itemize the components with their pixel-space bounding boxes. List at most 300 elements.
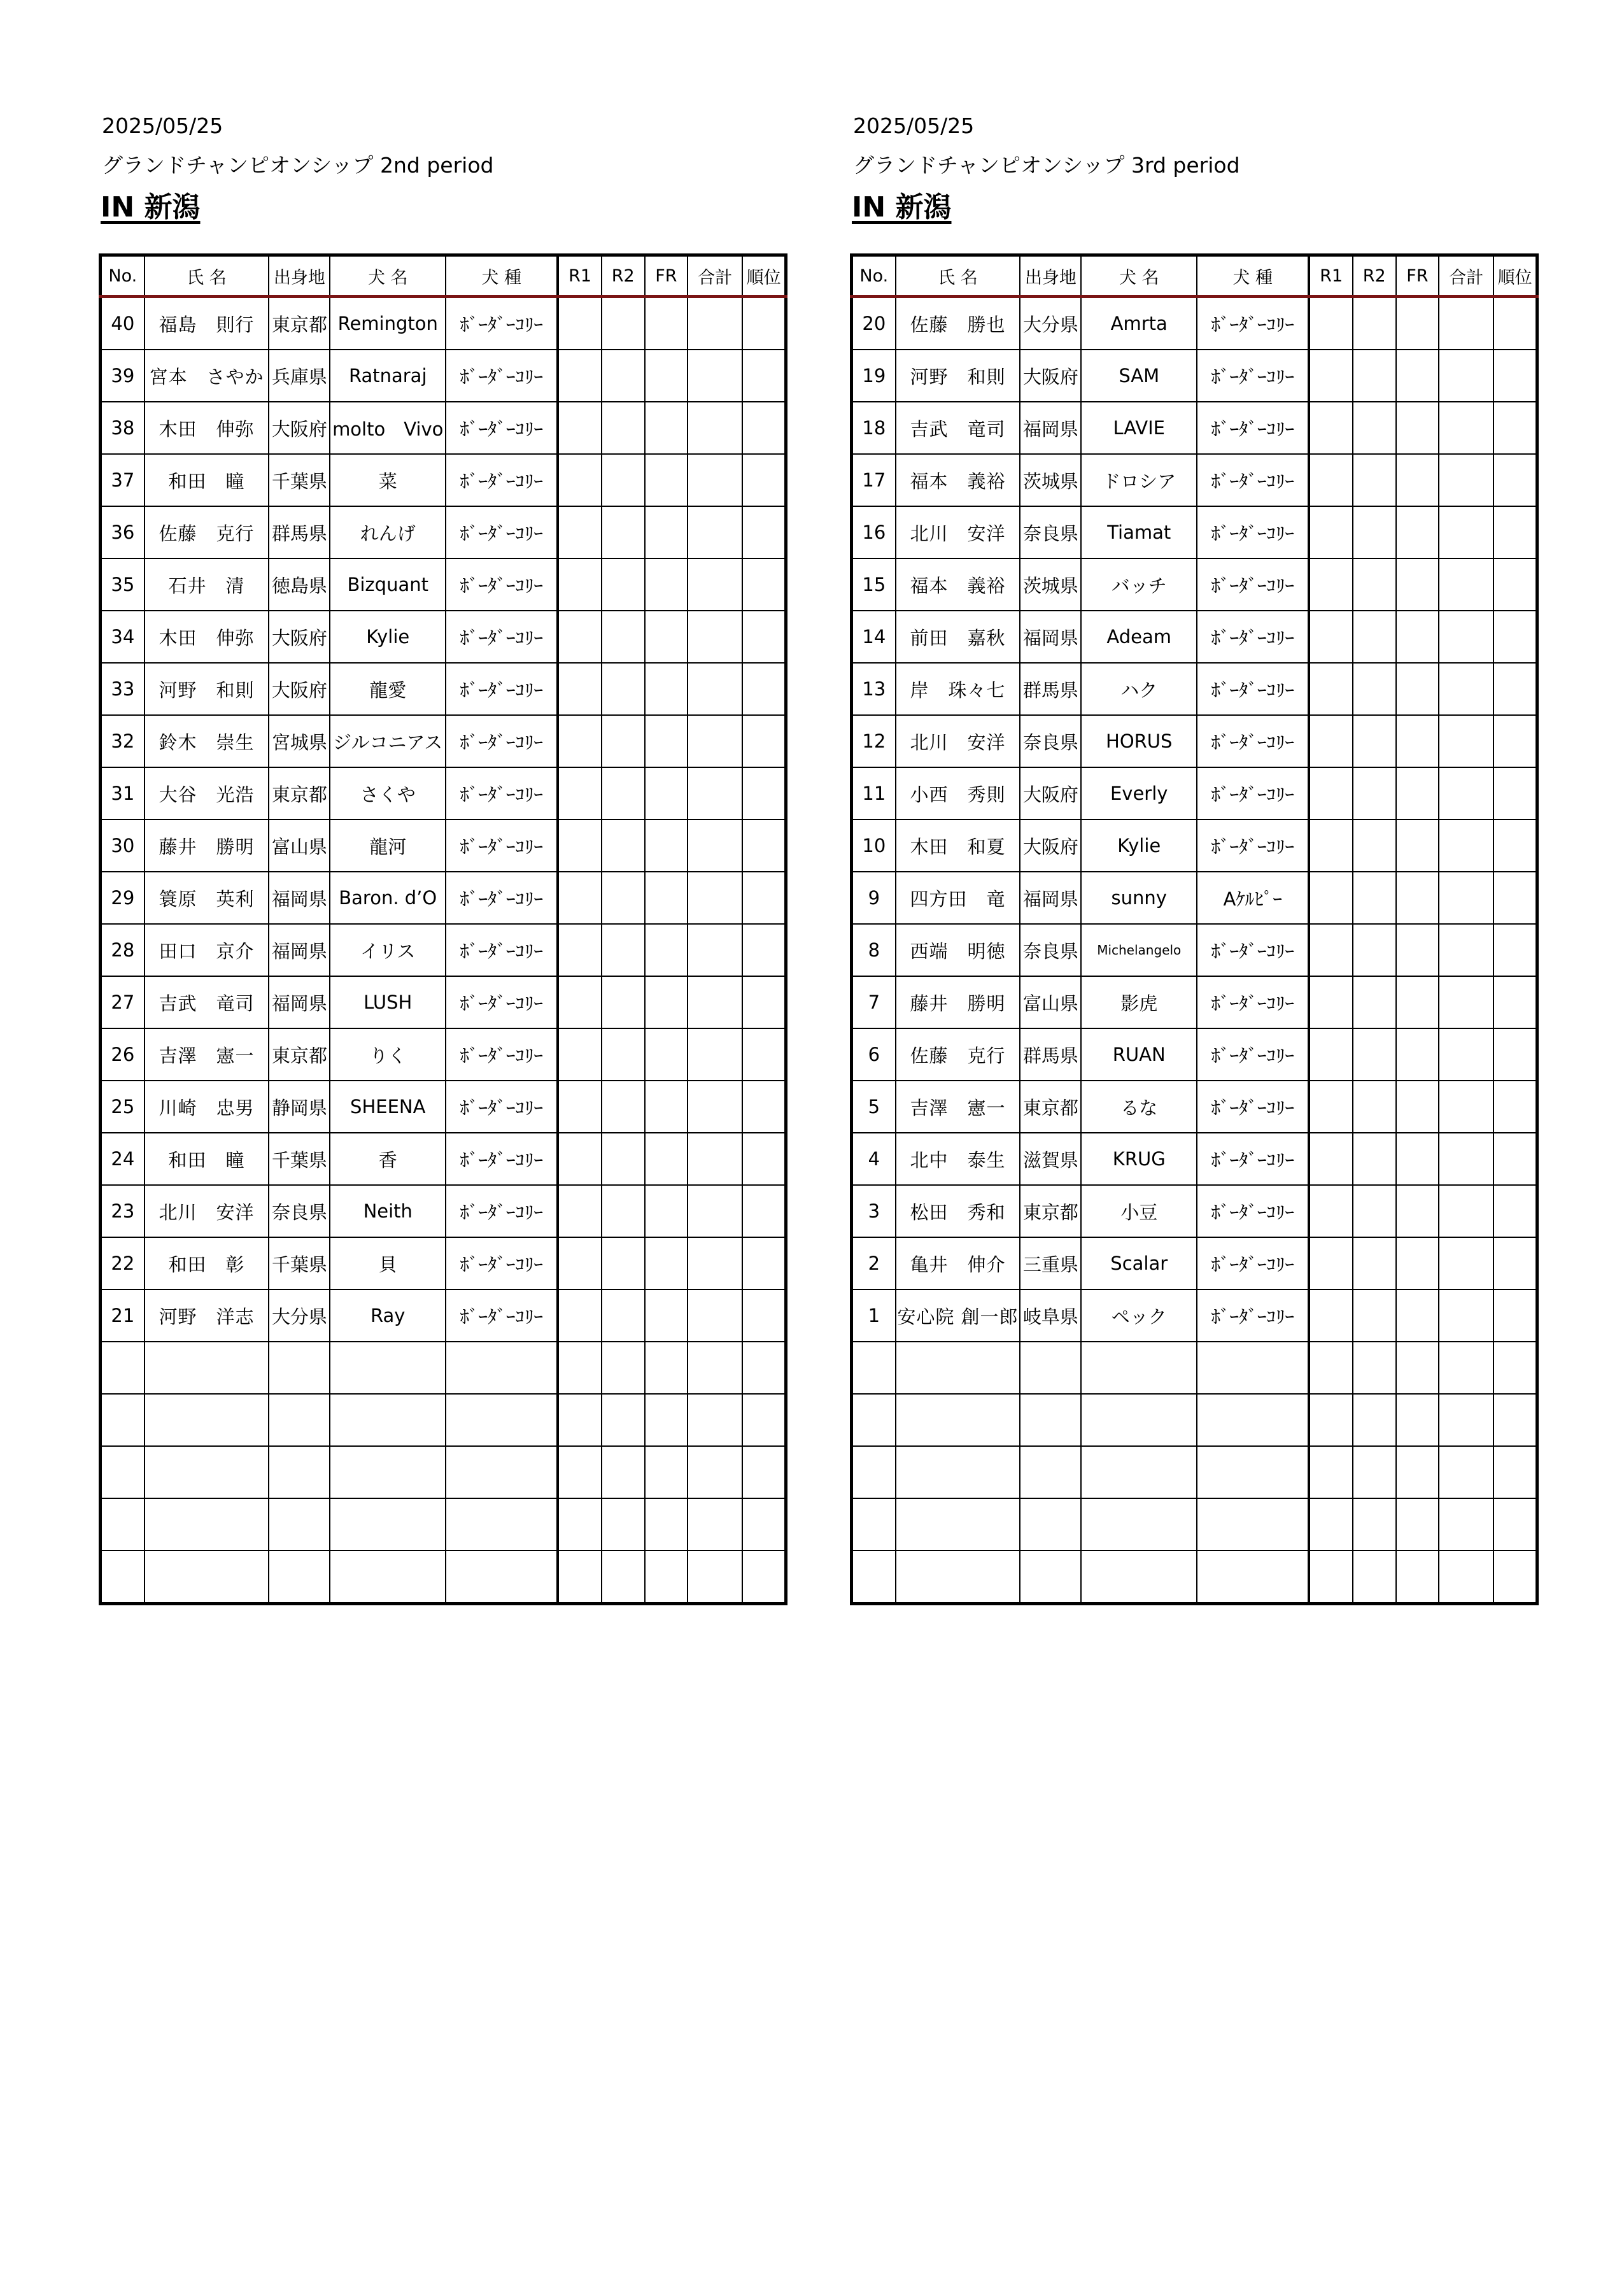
dog-name [1081, 1551, 1197, 1604]
dog-name: Everly [1081, 767, 1197, 820]
rank [742, 1394, 786, 1446]
score-r1 [558, 1185, 601, 1237]
entry-no: 40 [101, 297, 145, 350]
rank [742, 715, 786, 767]
entry-row [852, 1028, 1537, 1081]
handler-name: 北川 安洋 [145, 1185, 269, 1237]
dog-name: ドロシア [1081, 454, 1197, 506]
dog-breed: ﾎﾞｰﾀﾞｰｺﾘｰ [1197, 820, 1309, 872]
dog-breed: ﾎﾞｰﾀﾞｰｺﾘｰ [446, 924, 558, 976]
rank [1493, 454, 1537, 506]
score-r1 [1309, 1551, 1352, 1604]
header-breed: 犬 種 [446, 255, 558, 297]
score-r1 [1309, 872, 1352, 924]
entry-row [101, 924, 786, 976]
blank-row [852, 1498, 1537, 1551]
entry-no: 25 [101, 1081, 145, 1133]
handler-name: 北川 安洋 [896, 506, 1020, 558]
prefecture: 富山県 [1020, 976, 1081, 1028]
score-r2 [1353, 1028, 1396, 1081]
dog-name: molto Vivo [330, 402, 446, 454]
score-r2 [1353, 454, 1396, 506]
score-r1 [1309, 1342, 1352, 1394]
prefecture: 福岡県 [269, 976, 330, 1028]
entry-no: 23 [101, 1185, 145, 1237]
entry-row [101, 715, 786, 767]
score-r2 [602, 820, 645, 872]
score-fr [1396, 1237, 1439, 1289]
entry-row [101, 297, 786, 350]
entry-row [852, 820, 1537, 872]
header-rank: 順位 [742, 255, 786, 297]
score-r2 [602, 924, 645, 976]
entry-row [852, 297, 1537, 350]
handler-name [145, 1342, 269, 1394]
dog-name: HORUS [1081, 715, 1197, 767]
score-r1 [1309, 1133, 1352, 1185]
handler-name [896, 1446, 1020, 1498]
entry-no: 26 [101, 1028, 145, 1081]
entry-no: 12 [852, 715, 896, 767]
entry-no: 7 [852, 976, 896, 1028]
score-r1 [1309, 402, 1352, 454]
entry-row [852, 350, 1537, 402]
prefecture: 兵庫県 [269, 350, 330, 402]
header-no: No. [101, 255, 145, 297]
score-total [688, 1237, 742, 1289]
entry-no: 34 [101, 611, 145, 663]
right-title: グランドチャンピオンシップ 3rd period [853, 153, 1240, 178]
dog-name: 貝 [330, 1237, 446, 1289]
handler-name: 福本 義裕 [896, 558, 1020, 611]
handler-name: 河野 洋志 [145, 1289, 269, 1342]
dog-name: 影虎 [1081, 976, 1197, 1028]
entry-no: 31 [101, 767, 145, 820]
prefecture: 大阪府 [1020, 350, 1081, 402]
entry-no: 19 [852, 350, 896, 402]
entry-no: 6 [852, 1028, 896, 1081]
score-r1 [1309, 820, 1352, 872]
entry-row [852, 1185, 1537, 1237]
score-r2 [602, 611, 645, 663]
handler-name: 宮本 さやか [145, 350, 269, 402]
rank [742, 1237, 786, 1289]
score-total [1439, 1394, 1493, 1446]
dog-breed: ﾎﾞｰﾀﾞｰｺﾘｰ [1197, 1185, 1309, 1237]
score-r2 [602, 715, 645, 767]
score-r2 [602, 976, 645, 1028]
dog-breed: ﾎﾞｰﾀﾞｰｺﾘｰ [446, 350, 558, 402]
handler-name: 亀井 伸介 [896, 1237, 1020, 1289]
score-total [688, 976, 742, 1028]
dog-breed: ﾎﾞｰﾀﾞｰｺﾘｰ [446, 663, 558, 715]
score-fr [1396, 297, 1439, 350]
handler-name [145, 1446, 269, 1498]
dog-breed [1197, 1342, 1309, 1394]
entry-row [852, 1133, 1537, 1185]
dog-name: LUSH [330, 976, 446, 1028]
entry-no: 27 [101, 976, 145, 1028]
score-total [688, 872, 742, 924]
entry-no: 28 [101, 924, 145, 976]
left-title: グランドチャンピオンシップ 2nd period [102, 153, 494, 178]
entry-row [852, 1237, 1537, 1289]
right-date: 2025/05/25 [853, 113, 975, 138]
score-r2 [1353, 767, 1396, 820]
score-fr [645, 1237, 688, 1289]
header-row [101, 255, 786, 297]
left-date: 2025/05/25 [102, 113, 223, 138]
dog-name: Kylie [330, 611, 446, 663]
score-total [688, 1551, 742, 1604]
score-fr [1396, 820, 1439, 872]
blank-row [101, 1551, 786, 1604]
prefecture: 福岡県 [1020, 611, 1081, 663]
entry-row [101, 454, 786, 506]
entry-row [101, 1028, 786, 1081]
score-fr [1396, 558, 1439, 611]
rank [742, 924, 786, 976]
prefecture: 千葉県 [269, 454, 330, 506]
score-r2 [1353, 1081, 1396, 1133]
left-entry-table [99, 253, 787, 1605]
handler-name: 佐藤 勝也 [896, 297, 1020, 350]
entry-no: 4 [852, 1133, 896, 1185]
score-r1 [558, 1446, 601, 1498]
dog-breed [446, 1394, 558, 1446]
header-name: 氏 名 [145, 255, 269, 297]
score-r2 [1353, 1289, 1396, 1342]
header-rank: 順位 [1493, 255, 1537, 297]
dog-name: ジルコニアス [330, 715, 446, 767]
rank [1493, 506, 1537, 558]
rank [1493, 1133, 1537, 1185]
entry-row [852, 715, 1537, 767]
blank-row [852, 1394, 1537, 1446]
entry-row [852, 924, 1537, 976]
prefecture: 大阪府 [1020, 767, 1081, 820]
score-r1 [558, 1133, 601, 1185]
dog-breed: ﾎﾞｰﾀﾞｰｺﾘｰ [1197, 663, 1309, 715]
score-total [688, 1028, 742, 1081]
score-r2 [1353, 1551, 1396, 1604]
dog-name: Adeam [1081, 611, 1197, 663]
entry-row [852, 663, 1537, 715]
blank-row [101, 1498, 786, 1551]
score-r1 [558, 872, 601, 924]
handler-name: 藤井 勝明 [896, 976, 1020, 1028]
rank [1493, 1394, 1537, 1446]
blank-row [101, 1342, 786, 1394]
handler-name: 鈴木 崇生 [145, 715, 269, 767]
score-total [1439, 1081, 1493, 1133]
score-fr [1396, 715, 1439, 767]
dog-breed: ﾎﾞｰﾀﾞｰｺﾘｰ [446, 1185, 558, 1237]
score-r2 [602, 1342, 645, 1394]
score-r1 [1309, 1498, 1352, 1551]
score-r1 [558, 1289, 601, 1342]
dog-breed: ﾎﾞｰﾀﾞｰｺﾘｰ [1197, 297, 1309, 350]
score-total [688, 1081, 742, 1133]
entry-no: 37 [101, 454, 145, 506]
score-fr [645, 1551, 688, 1604]
rank [1493, 1185, 1537, 1237]
entry-no: 38 [101, 402, 145, 454]
score-r1 [1309, 663, 1352, 715]
dog-breed: ﾎﾞｰﾀﾞｰｺﾘｰ [1197, 506, 1309, 558]
dog-name: さくや [330, 767, 446, 820]
dog-name [1081, 1394, 1197, 1446]
dog-breed: ﾎﾞｰﾀﾞｰｺﾘｰ [446, 1133, 558, 1185]
score-r2 [1353, 1133, 1396, 1185]
dog-breed: ﾎﾞｰﾀﾞｰｺﾘｰ [1197, 350, 1309, 402]
blank-row [852, 1551, 1537, 1604]
score-total [1439, 1028, 1493, 1081]
entry-row [101, 1185, 786, 1237]
handler-name: 北川 安洋 [896, 715, 1020, 767]
score-fr [1396, 872, 1439, 924]
entry-row [852, 402, 1537, 454]
score-r2 [602, 1289, 645, 1342]
dog-breed: ﾎﾞｰﾀﾞｰｺﾘｰ [446, 976, 558, 1028]
score-total [688, 715, 742, 767]
rank [1493, 1237, 1537, 1289]
score-total [688, 558, 742, 611]
rank [1493, 1342, 1537, 1394]
dog-name: 小豆 [1081, 1185, 1197, 1237]
entry-row [852, 506, 1537, 558]
score-fr [645, 976, 688, 1028]
dog-name: Neith [330, 1185, 446, 1237]
score-r1 [1309, 558, 1352, 611]
score-total [1439, 1342, 1493, 1394]
score-fr [645, 1342, 688, 1394]
score-fr [645, 1028, 688, 1081]
score-fr [645, 1498, 688, 1551]
rank [1493, 1081, 1537, 1133]
entry-no: 24 [101, 1133, 145, 1185]
score-total [1439, 1133, 1493, 1185]
score-total [1439, 1185, 1493, 1237]
score-r1 [1309, 611, 1352, 663]
entry-no [852, 1498, 896, 1551]
handler-name: 和田 瞳 [145, 454, 269, 506]
handler-name: 和田 彰 [145, 1237, 269, 1289]
rank [742, 506, 786, 558]
entry-row [101, 506, 786, 558]
score-r1 [558, 611, 601, 663]
score-r2 [602, 1028, 645, 1081]
score-fr [1396, 1133, 1439, 1185]
handler-name [145, 1498, 269, 1551]
score-total [688, 1446, 742, 1498]
dog-name [1081, 1446, 1197, 1498]
prefecture [269, 1498, 330, 1551]
prefecture: 千葉県 [269, 1133, 330, 1185]
entry-row [852, 558, 1537, 611]
blank-row [852, 1446, 1537, 1498]
dog-breed [446, 1342, 558, 1394]
score-r2 [602, 1551, 645, 1604]
score-fr [645, 297, 688, 350]
score-r1 [558, 506, 601, 558]
score-fr [645, 558, 688, 611]
score-r1 [1309, 1185, 1352, 1237]
entry-row [852, 1289, 1537, 1342]
prefecture: 滋賀県 [1020, 1133, 1081, 1185]
score-r2 [602, 402, 645, 454]
prefecture [1020, 1551, 1081, 1604]
score-r2 [602, 1081, 645, 1133]
dog-breed: ﾎﾞｰﾀﾞｰｺﾘｰ [446, 402, 558, 454]
score-fr [645, 1133, 688, 1185]
score-total [688, 611, 742, 663]
rank [742, 1028, 786, 1081]
rank [1493, 872, 1537, 924]
rank [742, 1446, 786, 1498]
entry-no: 15 [852, 558, 896, 611]
header-breed: 犬 種 [1197, 255, 1309, 297]
score-fr [1396, 767, 1439, 820]
dog-name: 菜 [330, 454, 446, 506]
score-fr [645, 767, 688, 820]
entry-no: 2 [852, 1237, 896, 1289]
score-total [1439, 454, 1493, 506]
score-total [688, 402, 742, 454]
prefecture: 大分県 [269, 1289, 330, 1342]
header-total: 合計 [1439, 255, 1493, 297]
prefecture [1020, 1394, 1081, 1446]
rank [1493, 663, 1537, 715]
header-pref: 出身地 [1020, 255, 1081, 297]
entry-no: 16 [852, 506, 896, 558]
dog-breed: ﾎﾞｰﾀﾞｰｺﾘｰ [1197, 1081, 1309, 1133]
score-r1 [558, 820, 601, 872]
rank [1493, 1289, 1537, 1342]
score-r1 [558, 1551, 601, 1604]
dog-name: Bizquant [330, 558, 446, 611]
score-r2 [602, 297, 645, 350]
score-r1 [558, 1498, 601, 1551]
header-pref: 出身地 [269, 255, 330, 297]
score-r1 [558, 976, 601, 1028]
entry-no: 22 [101, 1237, 145, 1289]
prefecture: 群馬県 [1020, 1028, 1081, 1081]
score-r1 [558, 454, 601, 506]
score-total [1439, 506, 1493, 558]
score-total [1439, 611, 1493, 663]
score-r2 [1353, 402, 1396, 454]
score-r2 [602, 1237, 645, 1289]
prefecture: 奈良県 [1020, 715, 1081, 767]
score-total [688, 1289, 742, 1342]
prefecture [1020, 1342, 1081, 1394]
score-r1 [558, 1028, 601, 1081]
score-r1 [1309, 1446, 1352, 1498]
score-r2 [602, 1446, 645, 1498]
prefecture: 茨城県 [1020, 454, 1081, 506]
rank [1493, 558, 1537, 611]
dog-breed: ﾎﾞｰﾀﾞｰｺﾘｰ [446, 872, 558, 924]
score-total [688, 1185, 742, 1237]
entry-row [852, 767, 1537, 820]
prefecture: 大阪府 [269, 663, 330, 715]
dog-name: Michelangelo [1081, 924, 1197, 976]
rank [1493, 611, 1537, 663]
score-fr [645, 611, 688, 663]
score-r1 [558, 924, 601, 976]
entry-no: 36 [101, 506, 145, 558]
entry-no [101, 1551, 145, 1604]
prefecture: 福岡県 [269, 872, 330, 924]
dog-breed [446, 1446, 558, 1498]
entry-row [101, 1289, 786, 1342]
prefecture: 大阪府 [269, 611, 330, 663]
score-fr [645, 924, 688, 976]
dog-name: SAM [1081, 350, 1197, 402]
rank [742, 872, 786, 924]
score-r2 [1353, 1342, 1396, 1394]
entry-no: 8 [852, 924, 896, 976]
score-r2 [1353, 1446, 1396, 1498]
entry-row [852, 611, 1537, 663]
rank [742, 767, 786, 820]
entry-row [101, 663, 786, 715]
entry-no: 14 [852, 611, 896, 663]
dog-breed: ﾎﾞｰﾀﾞｰｺﾘｰ [446, 1028, 558, 1081]
prefecture: 三重県 [1020, 1237, 1081, 1289]
dog-name: SHEENA [330, 1081, 446, 1133]
score-fr [1396, 1289, 1439, 1342]
header-row [852, 255, 1537, 297]
dog-breed: ﾎﾞｰﾀﾞｰｺﾘｰ [446, 454, 558, 506]
handler-name [145, 1551, 269, 1604]
score-total [688, 1498, 742, 1551]
header-r1: R1 [558, 255, 601, 297]
score-total [688, 1342, 742, 1394]
dog-name [330, 1446, 446, 1498]
handler-name: 石井 清 [145, 558, 269, 611]
score-total [688, 663, 742, 715]
score-r1 [558, 1394, 601, 1446]
entry-row [101, 1133, 786, 1185]
score-fr [645, 1185, 688, 1237]
left-venue: IN 新潟 [101, 191, 201, 224]
score-fr [645, 820, 688, 872]
dog-name [330, 1342, 446, 1394]
prefecture [269, 1551, 330, 1604]
prefecture [269, 1342, 330, 1394]
entry-no [101, 1498, 145, 1551]
entry-row [101, 350, 786, 402]
header-r2: R2 [1353, 255, 1396, 297]
dog-name: RUAN [1081, 1028, 1197, 1081]
dog-name: Ray [330, 1289, 446, 1342]
dog-name [330, 1498, 446, 1551]
dog-breed: ﾎﾞｰﾀﾞｰｺﾘｰ [446, 1237, 558, 1289]
dog-breed: ﾎﾞｰﾀﾞｰｺﾘｰ [1197, 611, 1309, 663]
handler-name: 小西 秀則 [896, 767, 1020, 820]
score-fr [645, 402, 688, 454]
rank [1493, 350, 1537, 402]
score-fr [1396, 1342, 1439, 1394]
prefecture: 千葉県 [269, 1237, 330, 1289]
dog-name [1081, 1498, 1197, 1551]
prefecture: 群馬県 [269, 506, 330, 558]
rank [742, 1081, 786, 1133]
handler-name: 吉武 竜司 [896, 402, 1020, 454]
score-r1 [558, 1237, 601, 1289]
